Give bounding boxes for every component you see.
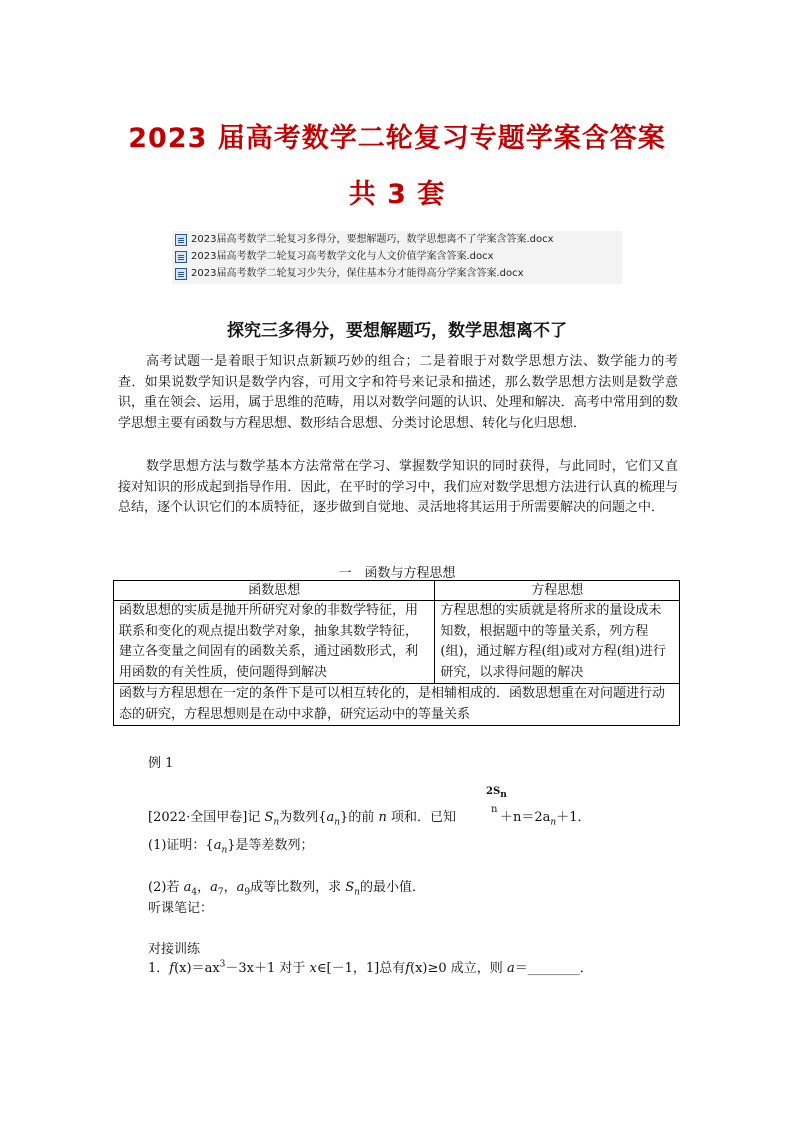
- header-equation-thinking: 方程思想: [435, 581, 680, 601]
- practice-label: 对接训练: [148, 942, 201, 957]
- cell-function-thinking: 函数思想的实质是抛开所研究对象的非数学特征，用联系和变化的观点提出数学对象，抽象其数学特征，建立各变量之间固有的函数关系，通过函数形式，利用函数的有关性质，使问题得到解决: [114, 601, 435, 684]
- example-part-1: (1)证明：$\{a_n\}$是等差数列；: [148, 838, 314, 856]
- table-row: [114, 684, 680, 726]
- word-document-icon: [175, 268, 187, 280]
- example-label: 例 1: [148, 756, 174, 771]
- file-name: 2023届高考数学二轮复习少失分，保住基本分才能得高分学案含答案.docx: [191, 268, 524, 279]
- document-title-line2: 共 3 套: [348, 179, 446, 210]
- intro-paragraph-1: 高考试题一是着眼于知识点新颖巧妙的组合；二是着眼于对数学思想方法、数学能力的考查．如果说数学知识是数学内容，可用文字和符号来记录和描述，那么数学思想方法则是数学意识，重在领会、运用，属于思维的范畴，用以对数学问题的认识、处理和解决．高考中常用到的数学思想主要有函数与方程思想、数形结合思想、分类讨论思想、转化与化归思想．: [118, 354, 678, 431]
- section-heading: 探究三多得分，要想解题巧，数学思想离不了: [227, 321, 567, 341]
- file-name: 2023届高考数学二轮复习高考数学文化与人文价值学案含答案.docx: [191, 251, 494, 262]
- practice-question-1: 1．$f(x)=ax^3-3x+1$ 对于 x∈[－1，1]总有f(x)≥0 成立，则 a＝________．: [148, 959, 593, 976]
- table-row: [114, 601, 680, 684]
- file-item[interactable]: [172, 248, 622, 265]
- example-problem: [2022·全国甲卷]记 $S_n$为数列$\{a_n\}$的前 n 项和．已知: [148, 810, 456, 828]
- table-header-row: [114, 581, 680, 601]
- word-document-icon: [175, 251, 187, 263]
- table-caption: 一 函数与方程思想: [338, 566, 456, 581]
- file-name: 2023届高考数学二轮复习多得分，要想解题巧，数学思想离不了学案含答案.docx: [191, 234, 554, 245]
- attached-file-list: [172, 231, 622, 284]
- cell-equation-thinking: 方程思想的实质就是将所求的量设成未知数，根据题中的等量关系，列方程(组)，通过解方程(组)或对方程(组)进行研究，以求得问题的解决: [435, 601, 680, 684]
- file-item[interactable]: [172, 231, 622, 248]
- intro-paragraph-2: 数学思想方法与数学基本方法常常在学习、掌握数学知识的同时获得，与此同时，它们又直接对知识的形成起到指导作用．因此，在平时的学习中，我们应对数学思想方法进行认真的梳理与总结，逐个认识它们的本质特征，逐步做到自觉地、灵活地将其运用于所需要解决的问题之中．: [118, 459, 678, 515]
- fraction-numerator: $2S_n$: [486, 786, 507, 800]
- example-part-2: (2)若 $a_4$，$a_7$，$a_9$成等比数列，求 $S_n$的最小值．: [148, 880, 425, 898]
- document-title-line1: 2023 届高考数学二轮复习专题学案含答案: [128, 123, 666, 154]
- fraction-denominator: n: [491, 804, 498, 815]
- word-document-icon: [175, 234, 187, 246]
- cell-summary: 函数与方程思想在一定的条件下是可以相互转化的，是相辅相成的．函数思想重在对问题进行动态的研究，方程思想则是在动中求静，研究运动中的等量关系: [114, 684, 680, 726]
- thinking-comparison-table: [113, 580, 680, 726]
- header-function-thinking: 函数思想: [114, 581, 435, 601]
- notes-label: 听课笔记：: [148, 901, 214, 916]
- file-item[interactable]: [172, 265, 622, 282]
- example-equation: $+n=2a_n+1$．: [500, 810, 591, 828]
